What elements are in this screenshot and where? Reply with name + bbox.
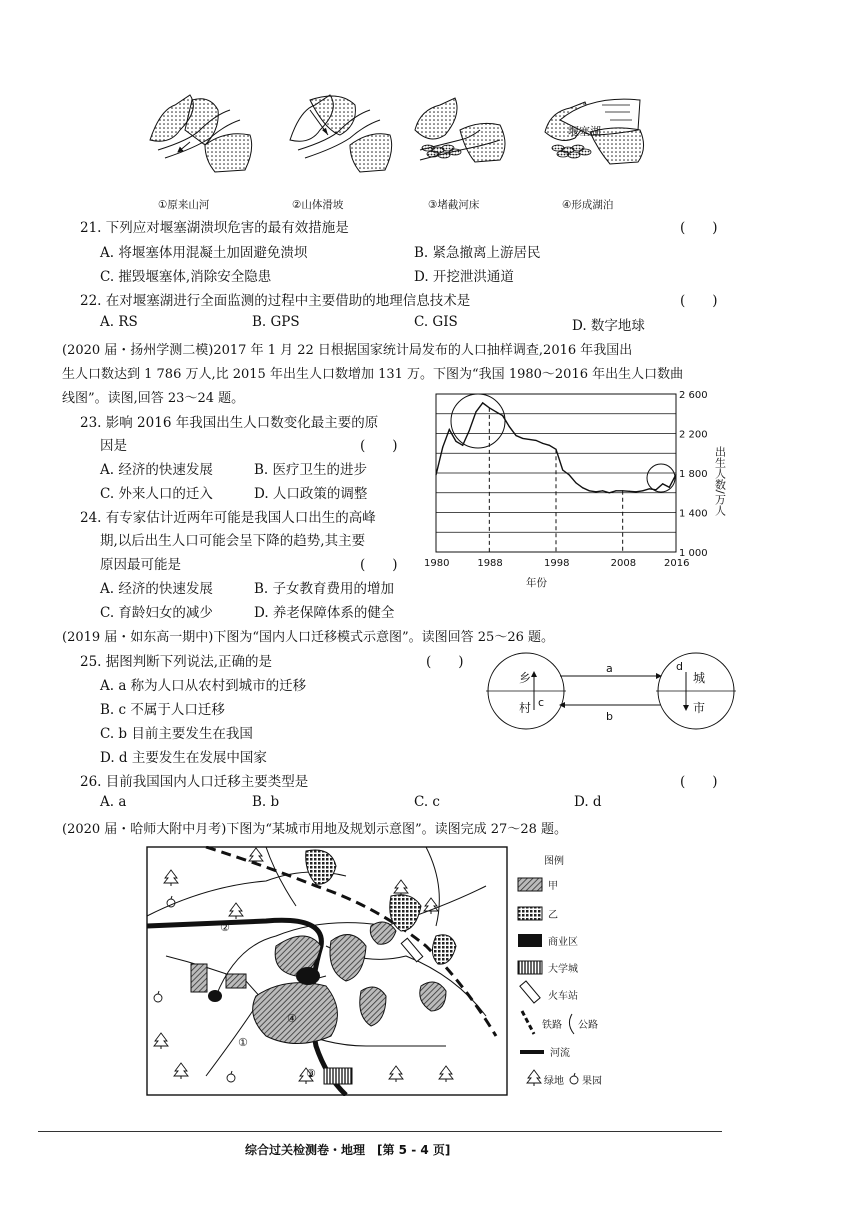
q24-stem-1: 24. 有专家估计近两年可能是我国人口出生的高峰 — [80, 510, 376, 526]
data-point — [535, 440, 536, 441]
rural-label-2: 村 — [519, 701, 532, 715]
intro-23-line2: 生人口数达到 1 786 万人,比 2015 年出生人口数增加 131 万。下图为“我国 1980～2016 年出生人口数曲 — [62, 367, 684, 382]
q26-option-a[interactable]: A. a — [100, 794, 127, 810]
city-land-use-map — [146, 846, 616, 1096]
rural-label-1: 乡 — [519, 671, 532, 685]
data-point — [482, 402, 483, 403]
y-tick-labels — [679, 390, 708, 559]
q25-stem: 25. 据图判断下列说法,正确的是 — [80, 654, 273, 670]
q23-option-d[interactable]: D. 人口政策的调整 — [254, 486, 368, 502]
caption-1: ①原来山河 — [158, 199, 210, 211]
label-2: ② — [220, 921, 230, 934]
data-point — [462, 445, 463, 446]
legend-river: 河流 — [550, 1048, 570, 1059]
q21-option-a[interactable]: A. 将堰塞体用混凝土加固避免溃坝 — [100, 245, 308, 261]
q25-option-a[interactable]: A. a 称为人口从农村到城市的迁移 — [100, 678, 307, 694]
data-point — [655, 489, 656, 490]
data-point — [522, 438, 523, 439]
highlight-circle-1988 — [451, 394, 505, 448]
data-point — [515, 435, 516, 436]
data-point — [489, 407, 490, 408]
data-point — [675, 474, 676, 475]
urban-label-1: 城 — [693, 671, 706, 685]
data-point — [555, 449, 556, 450]
y-tick-label: 1 800 — [679, 469, 708, 480]
q24-option-d[interactable]: D. 养老保障体系的健全 — [254, 605, 395, 621]
legend-orchard: 果园 — [582, 1076, 602, 1087]
legend-commercial: 商业区 — [548, 937, 578, 948]
data-point — [642, 490, 643, 491]
y-tick-label: 2 600 — [679, 390, 708, 401]
legend-road: 公路 — [578, 1020, 598, 1031]
q23-stem-2: 因是 — [100, 438, 127, 454]
data-point — [629, 491, 630, 492]
legend-station: 火车站 — [548, 991, 578, 1002]
data-point — [442, 447, 443, 448]
x-tick-label: 1998 — [544, 558, 570, 569]
y-tick-label: 1 000 — [679, 548, 708, 559]
arrow-b-label: b — [606, 710, 613, 723]
panel-landslide — [290, 95, 392, 172]
q26-option-c[interactable]: C. c — [414, 794, 440, 810]
q25-option-b[interactable]: B. c 不属于人口迁移 — [100, 702, 225, 718]
data-point — [529, 439, 530, 440]
landslide-diagram — [130, 90, 670, 220]
x-tick-label: 1980 — [424, 558, 450, 569]
q23-option-a[interactable]: A. 经济的快速发展 — [100, 462, 213, 478]
legend-jia: 甲 — [548, 881, 558, 892]
q24-stem-2: 期,以后出生人口可能会呈下降的趋势,其主要 — [100, 533, 366, 549]
data-point — [609, 492, 610, 493]
q24-paren: ( ) — [360, 557, 398, 573]
y-axis-label: 出生人数/万人 — [713, 446, 727, 516]
arrow-d-label: d — [676, 660, 683, 673]
x-tick-label: 1988 — [477, 558, 503, 569]
label-4: ④ — [287, 1012, 297, 1025]
q21-option-c[interactable]: C. 摧毁堰塞体,消除安全隐患 — [100, 269, 272, 285]
birth-population-chart — [418, 386, 738, 591]
legend-railway: 铁路 — [542, 1020, 562, 1031]
highlight-circle-2016 — [647, 464, 675, 492]
q22-option-c[interactable]: C. GIS — [414, 314, 458, 330]
data-point — [562, 469, 563, 470]
q21-option-d[interactable]: D. 开挖泄洪通道 — [414, 269, 514, 285]
panel-river-blocked — [415, 98, 505, 162]
data-point — [435, 474, 436, 475]
q24-option-c[interactable]: C. 育龄妇女的减少 — [100, 605, 213, 621]
legend-university: 大学城 — [548, 964, 578, 975]
q24-option-b[interactable]: B. 子女教育费用的增加 — [254, 581, 395, 597]
q21-option-b[interactable]: B. 紧急撤离上游居民 — [414, 245, 541, 261]
caption-3: ③堵截河床 — [428, 199, 480, 211]
chart-guides — [489, 408, 676, 552]
arrow-a-label: a — [606, 662, 613, 675]
data-point — [669, 487, 670, 488]
x-tick-label: 2016 — [664, 558, 690, 569]
data-point — [449, 429, 450, 430]
migration-diagram — [486, 650, 736, 732]
q25-option-c[interactable]: C. b 目前主要发生在我国 — [100, 726, 253, 742]
q26-option-d[interactable]: D. d — [574, 794, 602, 810]
q22-stem: 22. 在对堰塞湖进行全面监测的过程中主要借助的地理信息技术是 — [80, 293, 471, 309]
y-tick-label: 1 400 — [679, 508, 708, 520]
y-tick-label: 2 200 — [679, 429, 708, 441]
data-point — [549, 445, 550, 446]
q23-option-b[interactable]: B. 医疗卫生的进步 — [254, 462, 368, 478]
data-point — [469, 430, 470, 431]
data-point — [502, 415, 503, 416]
data-point — [575, 482, 576, 483]
q23-stem-1: 23. 影响 2016 年我国出生人口数变化最主要的原 — [80, 415, 379, 431]
x-tick-labels — [424, 558, 689, 569]
legend-yi: 乙 — [548, 910, 558, 921]
x-tick-label: 2008 — [610, 558, 637, 569]
data-point — [622, 490, 623, 491]
q22-paren: ( ) — [680, 293, 718, 309]
panel-original-river — [150, 95, 252, 172]
q22-option-a[interactable]: A. RS — [100, 314, 138, 330]
map-legend — [518, 854, 602, 1087]
intro-23-line1: (2020 届・扬州学测二模)2017 年 1 月 22 日根据国家统计局发布的人口抽样调查,2016 年我国出 — [62, 343, 633, 358]
arrow-c-label: c — [538, 696, 545, 709]
x-axis-label: 年份 — [526, 577, 547, 589]
data-point — [602, 490, 603, 491]
lake-label: 堰塞湖 — [568, 125, 601, 138]
data-point — [495, 411, 496, 412]
legend-green: 绿地 — [544, 1076, 564, 1087]
data-point — [649, 488, 650, 489]
data-point — [615, 490, 616, 491]
q22-option-d[interactable]: D. 数字地球 — [572, 318, 645, 334]
q25-option-d[interactable]: D. d 主要发生在发展中国家 — [100, 750, 267, 766]
data-point — [635, 491, 636, 492]
data-point — [582, 487, 583, 488]
caption-2: ②山体滑坡 — [292, 199, 344, 211]
q24-stem-3: 原因最可能是 — [100, 557, 181, 573]
data-point — [455, 441, 456, 442]
data-point — [569, 474, 570, 475]
q23-option-c[interactable]: C. 外来人口的迁入 — [100, 486, 213, 502]
q21-stem: 21. 下列应对堰塞湖溃坝危害的最有效措施是 — [80, 220, 349, 236]
urban-label-2: 市 — [693, 701, 706, 715]
q21-paren: ( ) — [680, 220, 718, 236]
q25-paren: ( ) — [426, 654, 464, 670]
q26-paren: ( ) — [680, 774, 718, 790]
page-footer: 综合过关检测卷・地理 [第 5 - 4 页] — [245, 1143, 451, 1157]
data-point — [475, 411, 476, 412]
footer-rule — [38, 1131, 722, 1132]
data-point — [595, 491, 596, 492]
q26-stem: 26. 目前我国国内人口迁移主要类型是 — [80, 774, 309, 790]
data-point — [509, 426, 510, 427]
q22-option-b[interactable]: B. GPS — [252, 314, 300, 330]
data-point — [542, 443, 543, 444]
panel-lake-formed — [545, 99, 644, 164]
q26-option-b[interactable]: B. b — [252, 794, 280, 810]
label-1: ① — [238, 1036, 248, 1049]
intro-25: (2019 届・如东高一期中)下图为“国内人口迁移模式示意图”。读图回答 25～26 题。 — [62, 630, 555, 645]
intro-23-line3: 线图”。读图,回答 23～24 题。 — [62, 391, 245, 406]
label-3: ③ — [306, 1067, 316, 1080]
data-point — [662, 483, 663, 484]
data-point — [589, 490, 590, 491]
q24-option-a[interactable]: A. 经济的快速发展 — [100, 581, 213, 597]
legend-title: 图例 — [544, 856, 564, 867]
intro-27: (2020 届・哈师大附中月考)下图为“某城市用地及规划示意图”。读图完成 27～28 题。 — [62, 822, 568, 837]
q23-paren: ( ) — [360, 438, 398, 454]
caption-4: ④形成湖泊 — [562, 199, 614, 211]
